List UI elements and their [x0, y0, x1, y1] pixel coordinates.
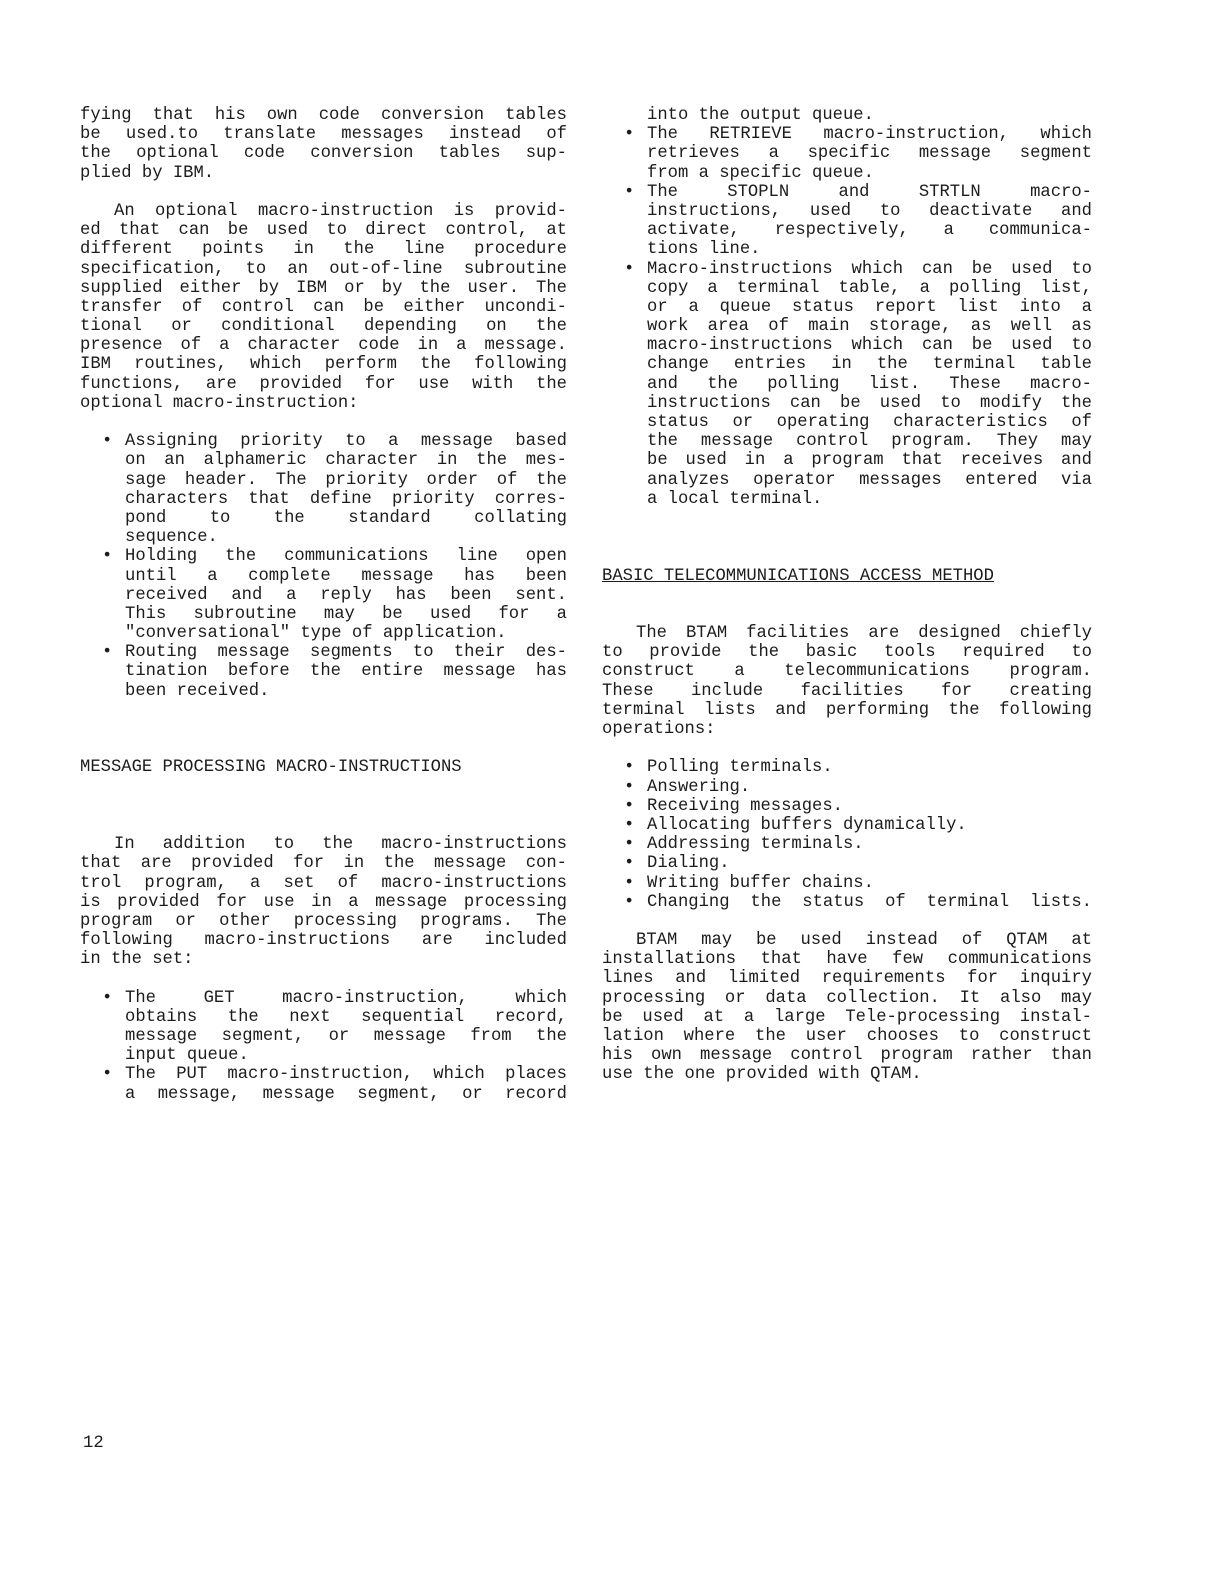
text-line: received and a reply has been sent.: [125, 585, 567, 605]
text-line: obtains the next sequential record,: [125, 1007, 567, 1027]
section-heading-message-processing: MESSAGE PROCESSING MACRO-INSTRUCTIONS: [80, 758, 462, 778]
right-continuation: [602, 106, 1092, 125]
text-line: The BTAM facilities are designed chiefly: [636, 624, 1092, 644]
text-line: • Holding the communications line open: [80, 547, 567, 566]
right-bullet-list-1: [602, 125, 1092, 509]
text-line: characters that define priority corres-: [125, 489, 567, 509]
text-line: In addition to the macro-instructions: [114, 835, 567, 855]
text-line: following macro-instructions are included: [80, 931, 567, 951]
text-line: been received.: [125, 681, 270, 701]
text-line: be used in a program that receives and: [647, 451, 1092, 471]
list-item: • Polling terminals.: [602, 758, 1092, 777]
text-line: pond to the standard collating: [125, 508, 567, 528]
text-line: installations that have few communications: [602, 950, 1092, 970]
text-line: use the one provided with QTAM.: [602, 1065, 922, 1085]
list-item: • Receiving messages.: [602, 797, 1092, 816]
right-column: [602, 106, 1092, 1085]
text-line: until a complete message has been: [125, 566, 567, 586]
text-line: activate, respectively, a communica-: [647, 221, 1092, 241]
list-item: [80, 1065, 567, 1103]
text-line: that are provided for in the message con-: [80, 854, 567, 874]
text-line: different points in the line procedure: [80, 240, 567, 260]
text-line: lation where the user chooses to construct: [602, 1027, 1092, 1047]
page-number: 12: [83, 1434, 104, 1453]
right-paragraph-1: [602, 624, 1092, 739]
section-heading-text: BASIC TELECOMMUNICATIONS ACCESS METHOD: [602, 566, 994, 586]
left-bullet-list-1: [80, 432, 567, 701]
text-line: a message, message segment, or record: [125, 1084, 567, 1104]
text-line: from a specific queue.: [647, 163, 874, 183]
text-line: • Assigning priority to a message based: [80, 432, 567, 451]
text-line: optional macro-instruction:: [80, 393, 359, 413]
text-line: be used.to translate messages instead of: [80, 125, 567, 145]
text-line: • Routing message segments to their des-: [80, 643, 567, 662]
text-line: tional or conditional depending on the: [80, 317, 567, 337]
text-line: is provided for use in a message processing: [80, 892, 567, 912]
text-line: operations:: [602, 720, 716, 740]
text-line: supplied either by IBM or by the user. The: [80, 278, 567, 298]
text-line: program or other processing programs. The: [80, 911, 567, 931]
text-line: • The STOPLN and STRTLN macro-: [602, 183, 1092, 202]
text-line: tions line.: [647, 240, 761, 260]
text-line: into the output queue.: [647, 106, 874, 125]
text-line: transfer of control can be either uncondi-: [80, 297, 567, 317]
list-item: • Changing the status of terminal lists.: [602, 893, 1092, 912]
list-item: [80, 432, 567, 547]
text-line: or a queue status report list into a: [647, 297, 1092, 317]
left-paragraph-3: [80, 835, 567, 969]
text-line: construct a telecommunications program.: [602, 662, 1092, 682]
text-line: IBM routines, which perform the following: [80, 355, 567, 375]
text-line: plied by IBM.: [80, 163, 215, 183]
text-line: ed that can be used to direct control, at: [80, 221, 567, 241]
left-paragraph-1: [80, 106, 567, 183]
text-line: terminal lists and performing the following: [602, 700, 1092, 720]
text-line: his own message control program rather than: [602, 1046, 1092, 1066]
text-line: trol program, a set of macro-instructions: [80, 873, 567, 893]
text-line: macro-instructions which can be used to: [647, 336, 1092, 356]
text-line: retrieves a specific message segment: [647, 144, 1092, 164]
list-item: • Writing buffer chains.: [602, 874, 1092, 893]
text-line: message segment, or message from the: [125, 1027, 567, 1047]
right-bullet-list-2: [602, 758, 1092, 912]
text-line: BTAM may be used instead of QTAM at: [636, 931, 1092, 951]
text-line: sage header. The priority order of the: [125, 470, 567, 490]
text-line: analyzes operator messages entered via: [647, 470, 1092, 490]
list-item: • Allocating buffers dynamically.: [602, 816, 1092, 835]
list-item: • Dialing.: [602, 854, 1092, 873]
text-line: in the set:: [80, 950, 194, 970]
section-heading-btam: [602, 567, 1092, 586]
list-item: [602, 125, 1092, 183]
text-line: the message control program. They may: [647, 432, 1092, 452]
text-line: on an alphameric character in the mes-: [125, 451, 567, 471]
text-line: sequence.: [125, 528, 218, 548]
right-paragraph-2: [602, 931, 1092, 1085]
list-item: [602, 260, 1092, 509]
text-line: tination before the entire message has: [125, 662, 567, 682]
text-line: "conversational" type of application.: [125, 624, 507, 644]
list-item: [80, 547, 567, 643]
text-line: work area of main storage, as well as: [647, 317, 1092, 337]
left-column: [80, 106, 567, 1104]
left-paragraph-2: [80, 202, 567, 413]
text-line: fying that his own code conversion tables: [80, 106, 567, 125]
text-line: • The GET macro-instruction, which: [80, 989, 567, 1008]
text-line: This subroutine may be used for a: [125, 604, 567, 624]
text-line: instructions, used to deactivate and: [647, 201, 1092, 221]
list-item: [80, 989, 567, 1066]
text-line: change entries in the terminal table: [647, 355, 1092, 375]
text-line: status or operating characteristics of: [647, 413, 1092, 432]
text-line: instructions can be used to modify the: [647, 393, 1092, 413]
text-line: copy a terminal table, a polling list,: [647, 278, 1092, 298]
text-line: • Macro-instructions which can be used to: [602, 260, 1092, 279]
text-line: to provide the basic tools required to: [602, 643, 1092, 663]
list-item: [602, 183, 1092, 260]
text-line: be used at a large Tele-processing instal-: [602, 1007, 1092, 1027]
text-line: and the polling list. These macro-: [647, 374, 1092, 394]
text-line: • The PUT macro-instruction, which places: [80, 1065, 567, 1084]
list-item: • Answering.: [602, 778, 1092, 797]
list-item: • Addressing terminals.: [602, 835, 1092, 854]
list-item: [80, 643, 567, 701]
text-line: These include facilities for creating: [602, 681, 1092, 701]
text-line: a local terminal.: [647, 489, 823, 509]
text-line: the optional code conversion tables sup-: [80, 144, 567, 164]
text-line: presence of a character code in a message.: [80, 336, 567, 356]
text-line: input queue.: [125, 1046, 249, 1066]
text-line: functions, are provided for use with the: [80, 374, 567, 394]
text-line: specification, to an out-of-line subroutine: [80, 259, 567, 279]
text-line: • The RETRIEVE macro-instruction, which: [602, 125, 1092, 144]
text-line: processing or data collection. It also may: [602, 988, 1092, 1008]
left-bullet-list-2: [80, 989, 567, 1104]
text-line: An optional macro-instruction is provid-: [114, 201, 567, 221]
text-line: lines and limited requirements for inquiry: [602, 969, 1092, 989]
